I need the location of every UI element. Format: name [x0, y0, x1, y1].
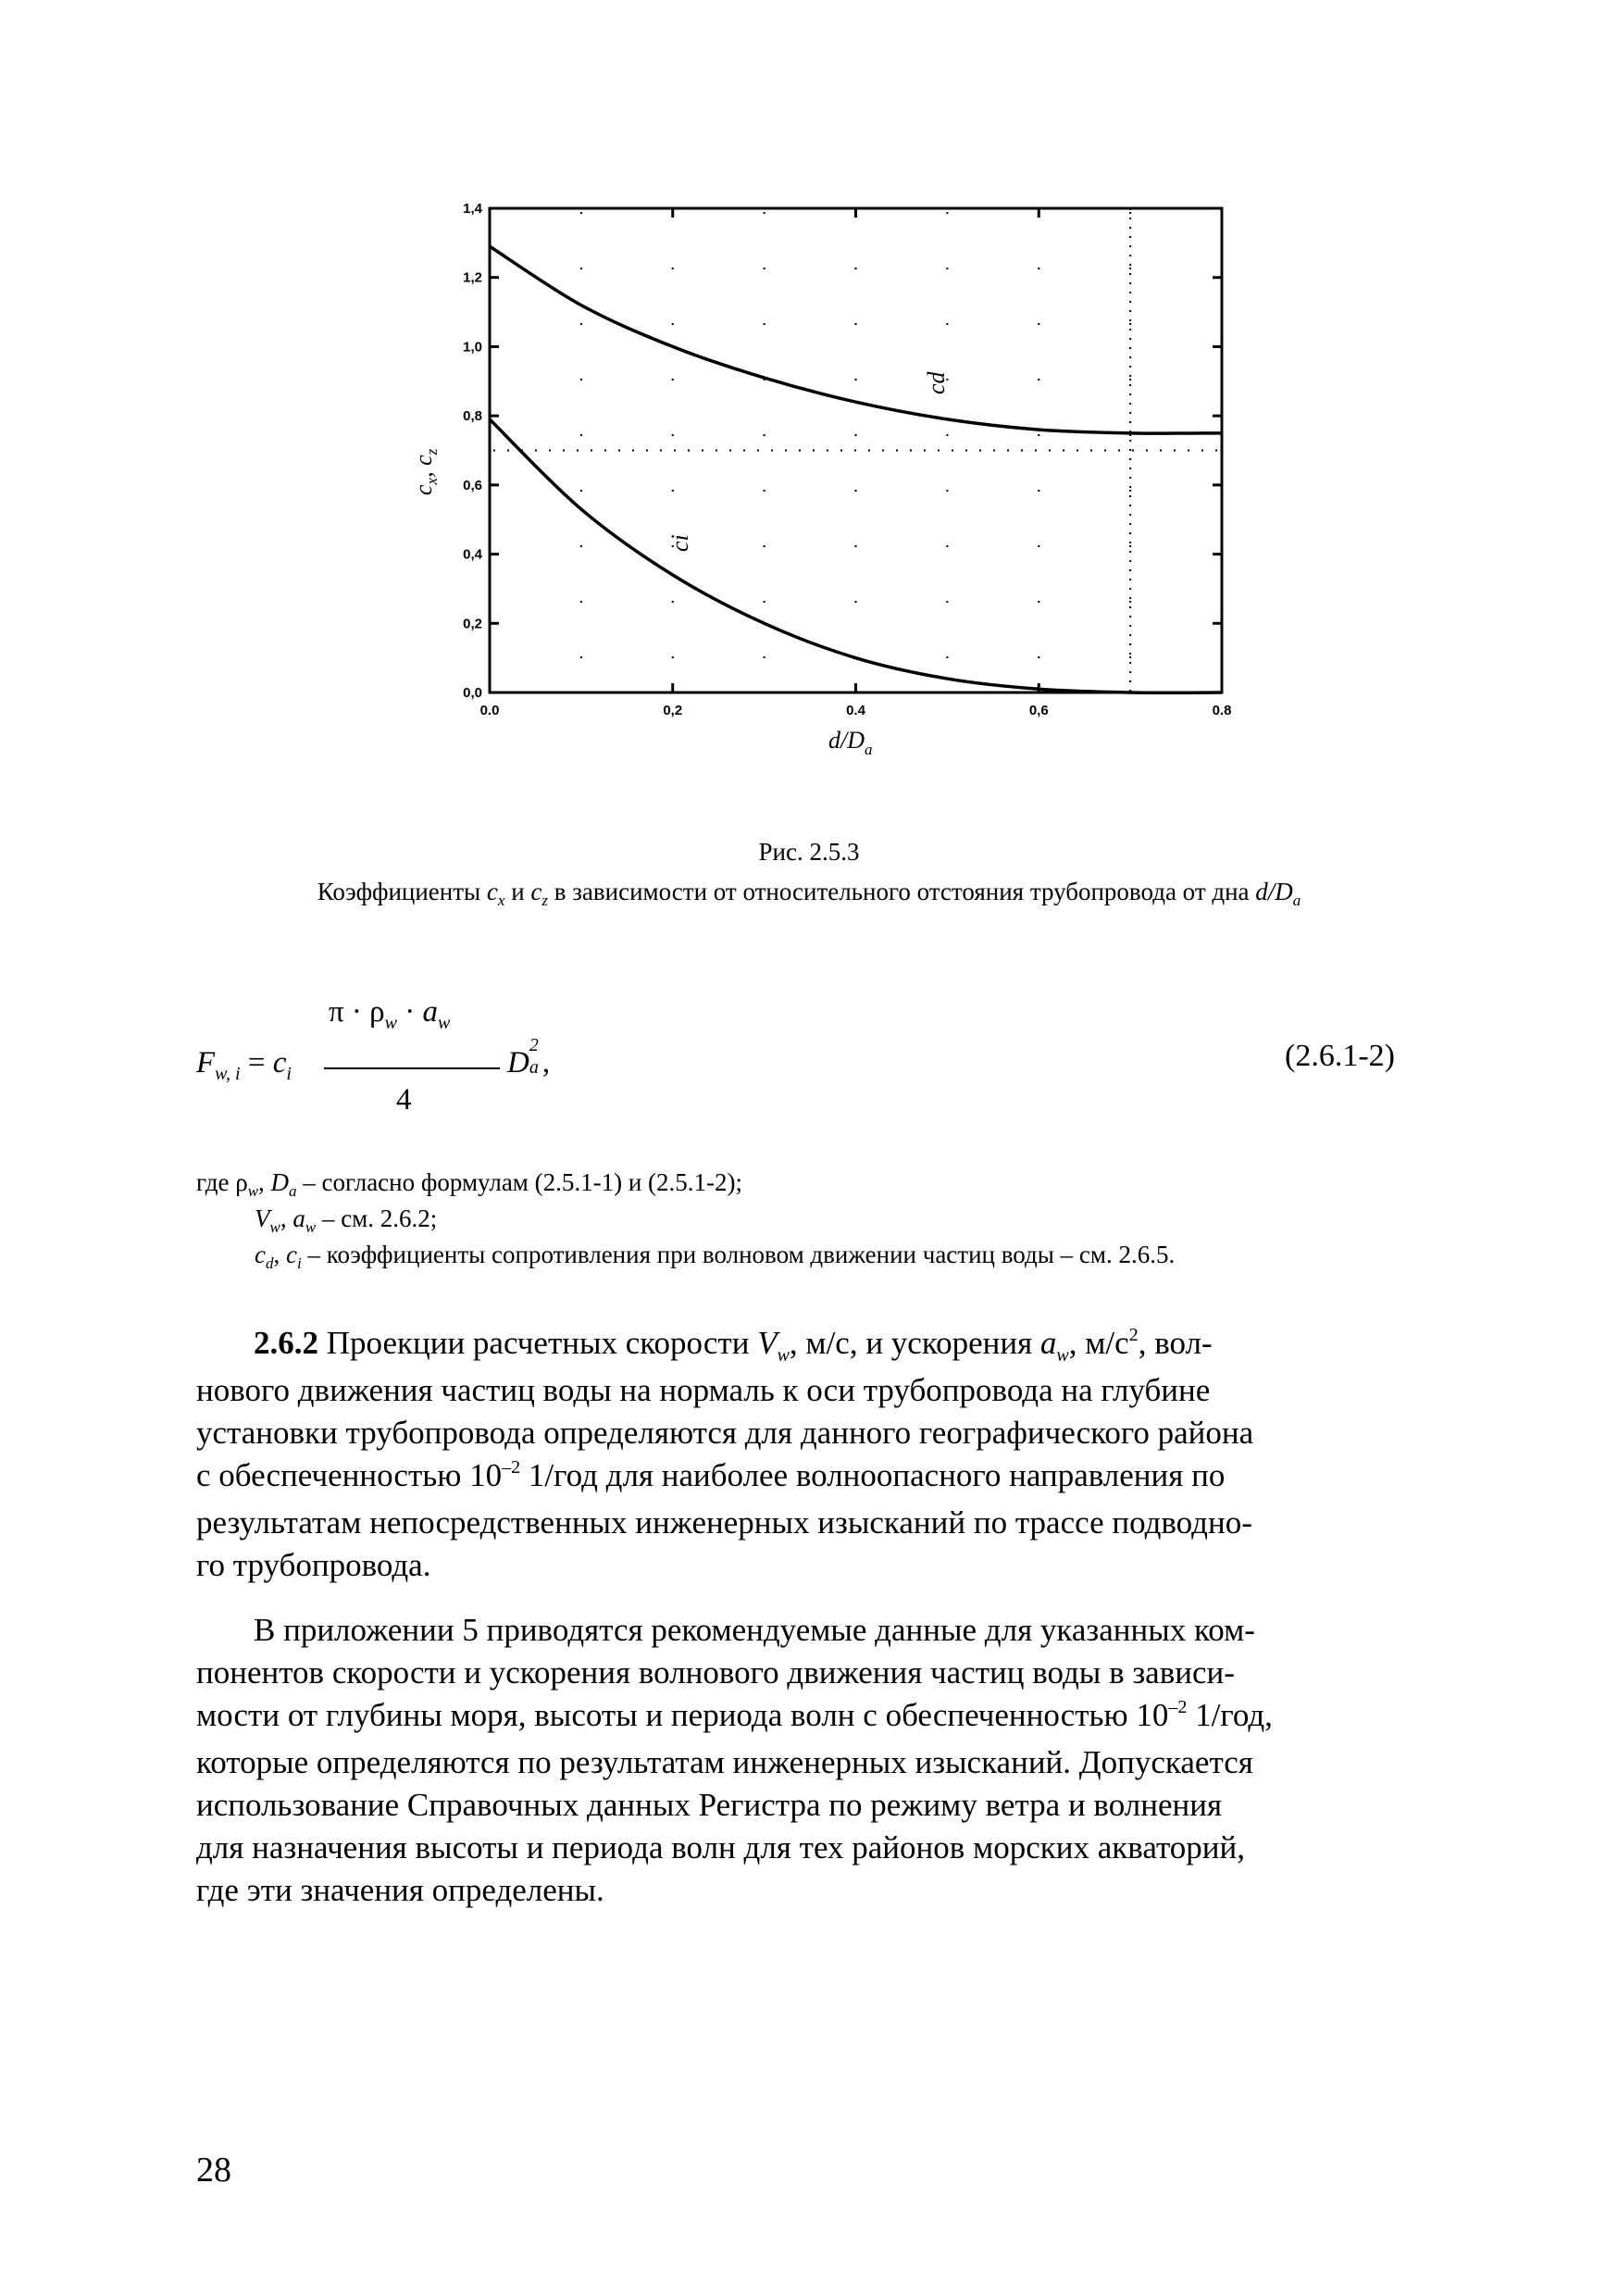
page-number: 28 — [196, 2151, 231, 2190]
y-tick-label: 0,8 — [463, 408, 482, 425]
formula-lhs: $F_{w, i} = c_i$ — [196, 1046, 292, 1084]
series-label-ci: ci — [666, 534, 693, 552]
where-line-3: $c_d$, $c_i$ – коэффициенты сопротивления при волновом движении частиц воды – см. 2.6.5. — [255, 1241, 1176, 1272]
y-tick-label: 0,6 — [463, 477, 482, 493]
y-tick-label: 0,4 — [463, 546, 482, 563]
formula-numerator: $\pi \cdot \rho_w \cdot a_w$ — [329, 995, 451, 1033]
paragraph-appendix-5: В приложении 5 приводятся рекомендуемые данные для указанных ком- понентов скорости и ускорения волнового движения частиц воды в зависи- мости от глубины моря, высоты и периода волн с обеспеченностью $10^{-2}$ 1/год, которые определяются по результатам инженерных изысканий. Допускается использование Справочных данных Регистра по режиму ветра и волнения для назначения высоты и периода волн для тех районов морских акваторий, где эти значения определены. — [196, 1612, 1273, 1908]
chart-grid — [493, 212, 1218, 689]
x-tick-label: 0.4 — [846, 703, 865, 718]
chart-series — [490, 246, 1222, 693]
series-line-ci — [490, 419, 1222, 693]
x-tick-label: 0,6 — [1028, 703, 1049, 718]
formula-denominator: 4 — [396, 1083, 412, 1117]
y-tick-label: 0,0 — [463, 685, 482, 701]
y-tick-label: 1,2 — [463, 269, 482, 286]
formula-number: (2.6.1-2) — [1285, 1039, 1395, 1073]
x-axis-label: $d/D_a$ — [828, 727, 873, 758]
x-tick-label: 0,2 — [663, 703, 683, 718]
x-tick-labels — [480, 703, 1232, 718]
paragraph-2-6-2: 2.6.2 Проекции расчетных скорости $V_w$, м/с, и ускорения $a_w$, $м/с^2$, вол- нового движения частиц воды на нормаль к оси трубопровода на глубине установки трубопровода определяются для данного географического района с обеспеченностью $10^{-2}$ 1/год для наиболее волноопасного направления по результатам непосредственных инженерных изысканий по трассе подводно- го трубопровода. — [196, 1325, 1254, 1583]
series-label-cd: cd — [923, 371, 950, 394]
figure-caption: Коэффициенты $c_x$ и $c_z$ в зависимости от относительного отстояния трубопровода от дна $d/D_a$ — [317, 878, 1301, 909]
x-tick-label: 0.0 — [479, 703, 500, 718]
section-number: 2.6.2 — [254, 1325, 318, 1361]
y-axis-label: $c_x$, $c_z$ — [410, 448, 441, 495]
coefficient-chart — [389, 185, 1240, 778]
series-line-cd — [490, 246, 1222, 433]
where-line-2: $V_w$, $a_w$ – см. 2.6.2; — [255, 1204, 438, 1236]
fraction-bar — [324, 1067, 500, 1069]
figure-number: Рис. 2.5.3 — [758, 838, 860, 866]
y-tick-label: 0,2 — [463, 616, 482, 632]
y-tick-label: 1,4 — [463, 201, 482, 217]
where-line-1: где $\rho_w$, $D_a$ – согласно формулам (2.5.1-1) и (2.5.1-2); — [196, 1168, 743, 1200]
x-tick-label: 0.8 — [1212, 703, 1232, 718]
y-tick-labels — [463, 201, 483, 701]
y-tick-label: 1,0 — [463, 339, 482, 356]
formula-rhs: D 2 a , — [507, 1035, 551, 1079]
